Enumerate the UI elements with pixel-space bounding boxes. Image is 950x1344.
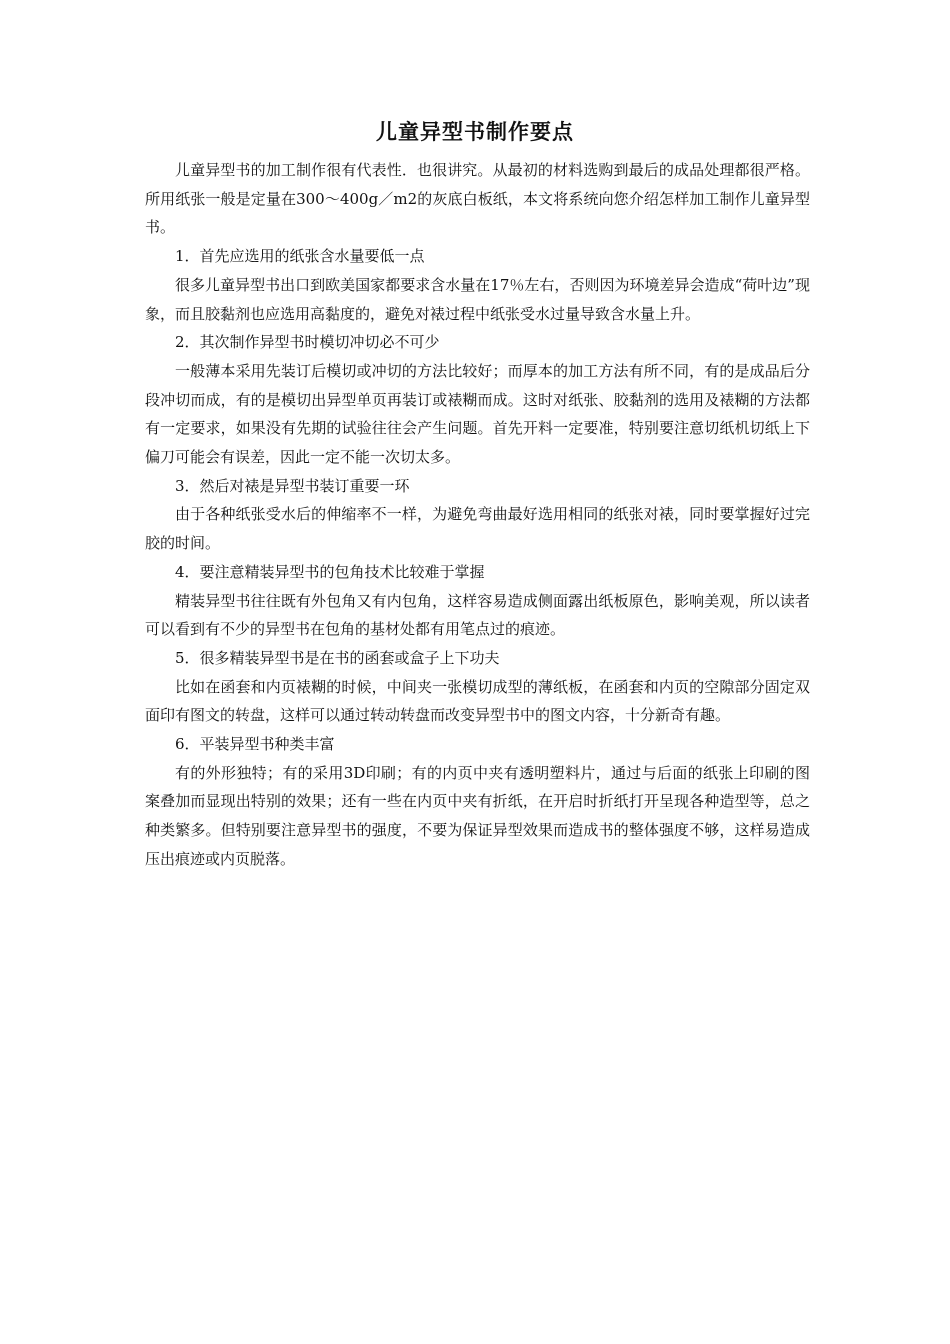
section-heading: 5．很多精装异型书是在书的函套或盒子上下功夫 bbox=[175, 648, 500, 667]
document-body bbox=[145, 156, 810, 874]
section-paragraph: 有的外形独特；有的采用3D印刷；有的内页中夹有透明塑料片，通过与后面的纸张上印刷的图案叠加而显现出特别的效果；还有一些在内页中夹有折纸，在开启时折纸打开呈现各种造型等，总之种类繁多。但特别要注意异型书的强度，不要为保证异型效果而造成书的整体强度不够，这样易造成压出痕迹或内页脱落。 bbox=[145, 763, 810, 868]
section-paragraph: 一般薄本采用先装订后模切或冲切的方法比较好；而厚本的加工方法有所不同，有的是成品后分段冲切而成，有的是模切出异型单页再装订或裱糊而成。这时对纸张、胶黏剂的选用及裱糊的方法都有一定要求，如果没有先期的试验往往会产生问题。首先开料一定要准，特别要注意切纸机切纸上下偏刀可能会有误差，因此一定不能一次切太多。 bbox=[145, 361, 810, 467]
section-paragraph: 比如在函套和内页裱糊的时候，中间夹一张模切成型的薄纸板，在函套和内页的空隙部分固定双面印有图文的转盘，这样可以通过转动转盘而改变异型书中的图文内容，十分新奇有趣。 bbox=[145, 677, 810, 725]
section-paragraph: 很多儿童异型书出口到欧美国家都要求含水量在17％左右，否则因为环境差异会造成“荷叶边”现象，而且胶黏剂也应选用高黏度的，避免对裱过程中纸张受水过量导致含水量上升。 bbox=[145, 275, 810, 323]
intro-paragraph: 儿童异型书的加工制作很有代表性．也很讲究。从最初的材料选购到最后的成品处理都很严格。所用纸张一般是定量在300～400g／m2的灰底白板纸，本文将系统向您介绍怎样加工制作儿童异型书。 bbox=[145, 161, 810, 237]
section-heading: 3．然后对裱是异型书装订重要一环 bbox=[175, 476, 410, 495]
section-paragraph: 由于各种纸张受水后的伸缩率不一样，为避免弯曲最好选用相同的纸张对裱，同时要掌握好过完胶的时间。 bbox=[145, 505, 810, 553]
document-title: 儿童异型书制作要点 bbox=[376, 120, 574, 144]
section-heading: 1．首先应选用的纸张含水量要低一点 bbox=[175, 247, 425, 266]
section-heading: 2．其次制作异型书时模切冲切必不可少 bbox=[175, 333, 440, 352]
section-heading: 6．平装异型书种类丰富 bbox=[175, 735, 335, 754]
section-heading: 4．要注意精装异型书的包角技术比较难于掌握 bbox=[175, 562, 485, 581]
section-paragraph: 精装异型书往往既有外包角又有内包角，这样容易造成侧面露出纸板原色，影响美观，所以读者可以看到有不少的异型书在包角的基材处都有用笔点过的痕迹。 bbox=[145, 591, 810, 639]
